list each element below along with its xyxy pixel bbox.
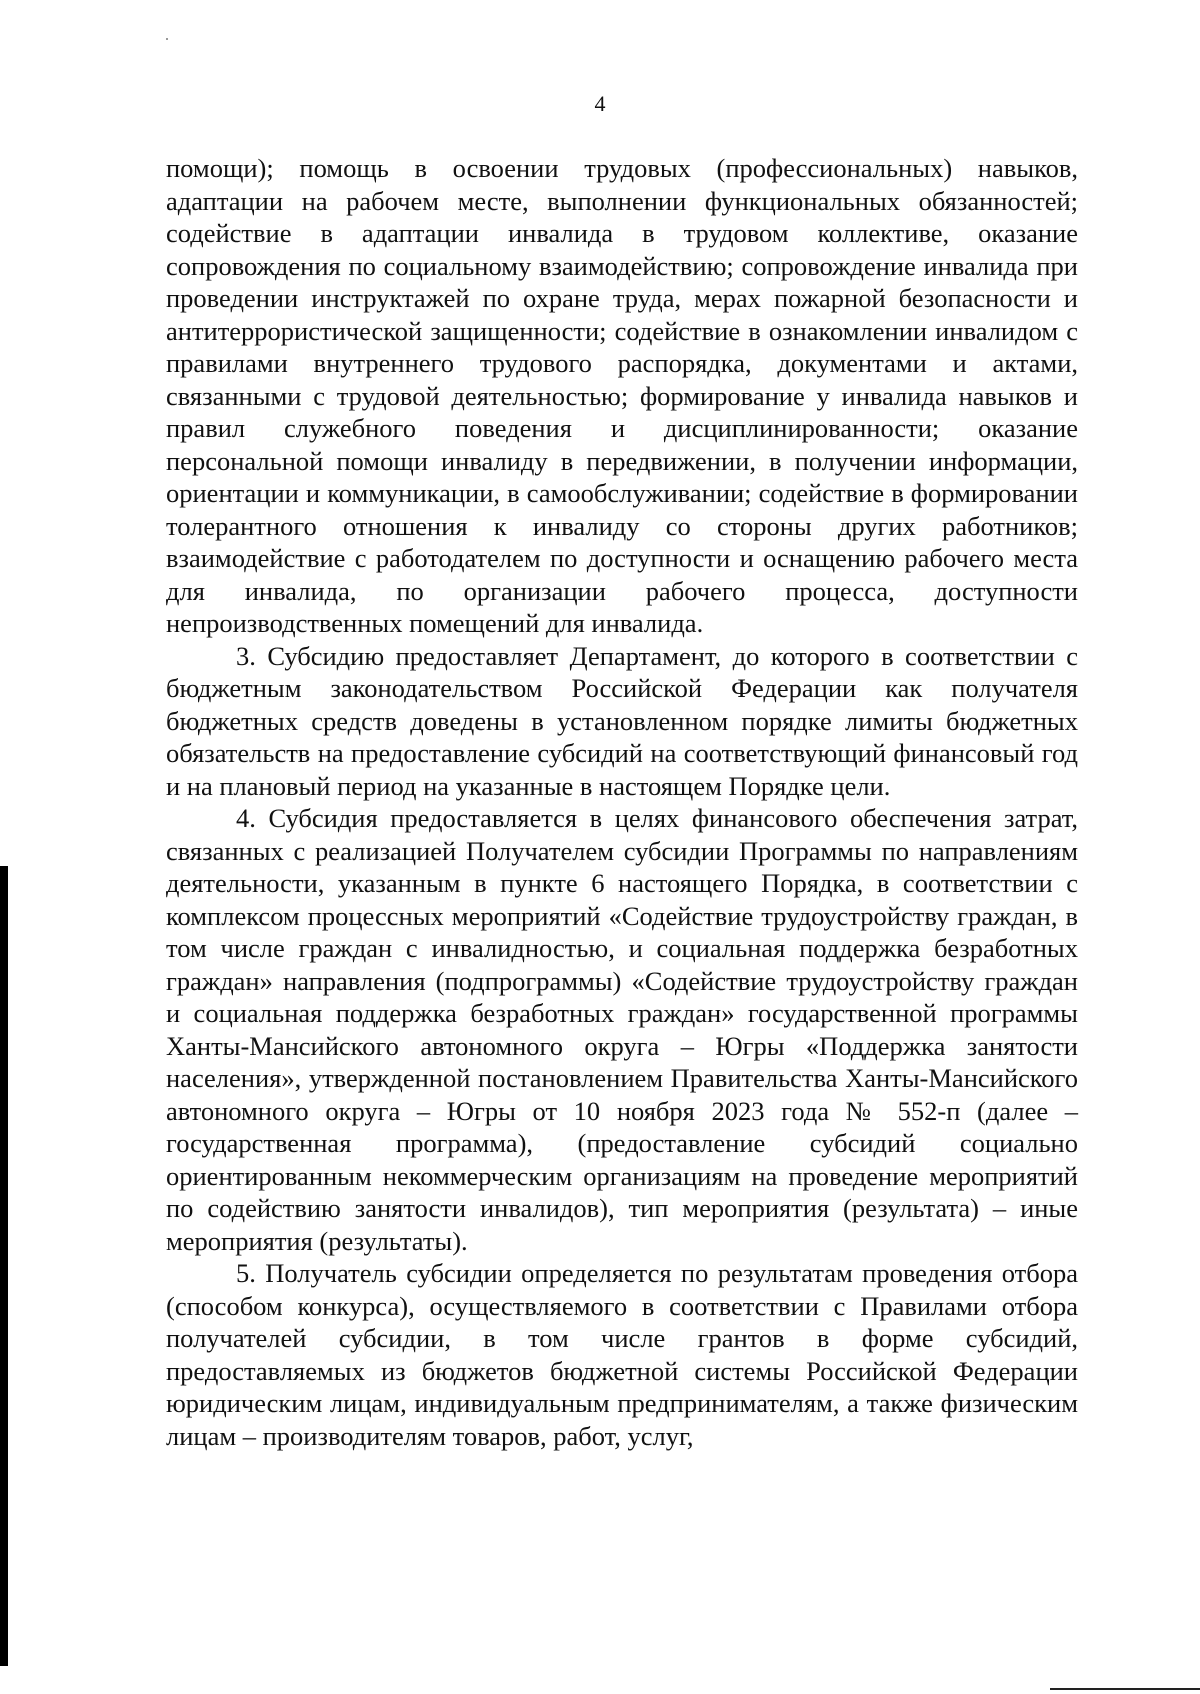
- document-body: [166, 152, 1078, 1452]
- page-number: 4: [594, 91, 606, 116]
- paragraph-continuation: помощи); помощь в освоении трудовых (профессиональных) навыков, адаптации на рабочем месте, выполнении функциональных обязанностей; содействие в адаптации инвалида в трудовом коллективе, оказание сопровождения по социальному взаимодействию; сопровождение инвалида при проведении инструктажей по охране труда, мерах пожарной безопасности и антитеррористической защищенности; содействие в ознакомлении инвалидом с правилами внутреннего трудового распорядка, документами и актами, связанными с трудовой деятельностью; формирование у инвалида навыков и правил служебного поведения и дисциплинированности; оказание персональной помощи инвалиду в передвижении, в получении информации, ориентации и коммуникации, в самообслуживании; содействие в формировании толерантного отношения к инвалиду со стороны других работников; взаимодействие с работодателем по доступности и оснащению рабочего места для инвалида, по организации рабочего процесса, доступности непроизводственных помещений для инвалида.: [166, 153, 1078, 638]
- paragraph-item-4: 4. Субсидия предоставляется в целях финансового обеспечения затрат, связанных с реализацией Получателем субсидии Программы по направлениям деятельности, указанным в пункте 6 настоящего Порядка, в соответствии с комплексом процессных мероприятий «Содействие трудоустройству граждан, в том числе граждан с инвалидностью, и социальная поддержка безработных граждан» направления (подпрограммы) «Содействие трудоустройству граждан и социальная поддержка безработных граждан» государственной программы Ханты-Мансийского автономного округа – Югры «Поддержка занятости населения», утвержденной постановлением Правительства Ханты-Мансийского автономного округа – Югры от 10 ноября 2023 года № 552-п (далее – государственная программа), (предоставление субсидий социально ориентированным некоммерческим организациям на проведение мероприятий по содействию занятости инвалидов), тип мероприятия (результата) – иные мероприятия (результаты).: [166, 803, 1078, 1256]
- scan-artifact-dot: [166, 38, 168, 40]
- paragraph-item-3: 3. Субсидию предоставляет Департамент, до которого в соответствии с бюджетным законодательством Российской Федерации как получателя бюджетных средств доведены в установленном порядке лимиты бюджетных обязательств на предоставление субсидий на соответствующий финансовый год и на плановый период на указанные в настоящем Порядке цели.: [166, 640, 1078, 801]
- scan-artifact-line: [1050, 1688, 1200, 1690]
- paragraph-item-5: 5. Получатель субсидии определяется по результатам проведения отбора (способом конкурса), осуществляемого в соответствии с Правилами отбора получателей субсидии, в том числе грантов в форме субсидий, предоставляемых из бюджетов бюджетной системы Российской Федерации юридическим лицам, индивидуальным предпринимателям, а также физическим лицам – производителям товаров, работ, услуг,: [166, 1258, 1078, 1451]
- scan-edge-bar: [0, 866, 8, 1666]
